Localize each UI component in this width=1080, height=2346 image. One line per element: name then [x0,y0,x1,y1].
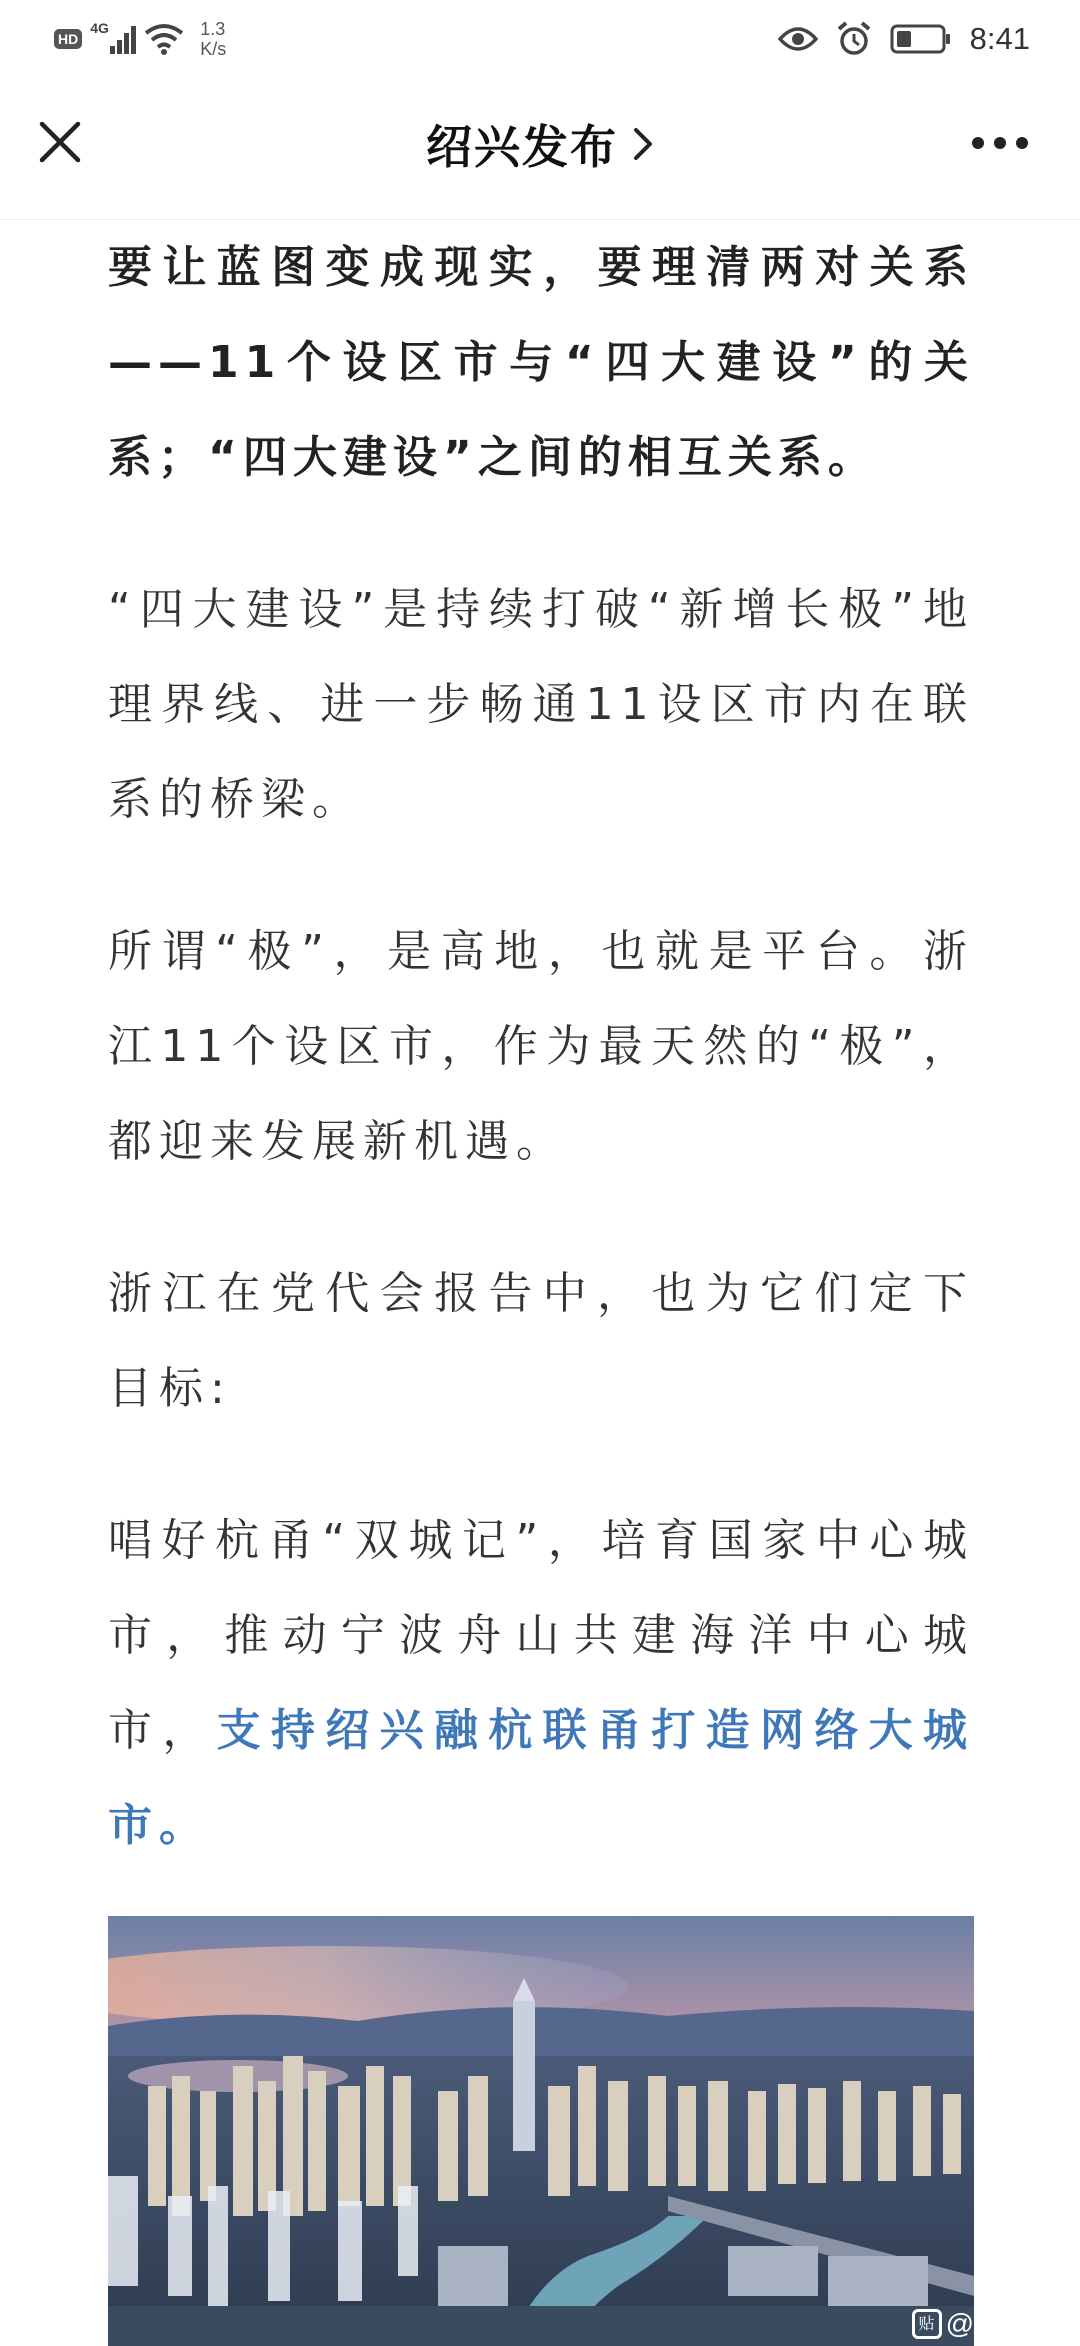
article-photo[interactable] [108,1916,974,2346]
clock-time: 8:41 [969,21,1030,56]
article-paragraph-3: 所谓“极”，是高地，也就是平台。浙江11个设区市，作为最天然的“极”，都迎来发展新机遇。 [108,926,974,1167]
cellular-signal-icon [90,22,136,56]
network-type-label: 4G [90,20,109,36]
status-left [54,12,226,66]
article-paragraph-2: “四大建设”是持续打破“新增长极”地理界线、进一步畅通11设区市内在联系的桥梁。 [108,584,974,825]
highlighted-text: 支持绍兴融杭联甬打造网络大城市。 [108,1705,975,1851]
account-title-link[interactable] [0,112,1080,176]
photo-watermark [912,2308,974,2340]
nav-bar [0,76,1080,220]
watermark-at: @ [945,2308,974,2339]
network-speed [200,19,226,59]
wifi-icon [144,23,184,55]
battery-icon [890,24,952,54]
article-body [108,220,974,1930]
status-right [778,12,1030,66]
more-icon[interactable] [970,128,1030,158]
article-paragraph-1: 要让蓝图变成现实，要理清两对关系——11个设区市与“四大建设”的关系；“四大建设”之间的相互关系。 [108,242,974,483]
network-speed-unit: K/s [200,39,227,59]
eye-icon [778,25,818,53]
city-skyline-image [108,1916,974,2346]
article-paragraph-5 [108,1493,974,1873]
alarm-icon [836,21,872,57]
network-speed-value: 1.3 [200,19,226,39]
paragraph-5-text: 唱好杭甬“双城记”，培育国家中心城市，推动宁波舟山共建海洋中心城市， [108,1515,974,1756]
article-paragraph-4: 浙江在党代会报告中，也为它们定下目标: [108,1268,974,1414]
nav-title: 绍兴发布 [426,120,618,174]
hd-badge: HD [54,29,82,49]
chevron-right-icon [632,126,654,162]
watermark-icon: 贴 [912,2309,942,2339]
status-bar [0,0,1080,76]
